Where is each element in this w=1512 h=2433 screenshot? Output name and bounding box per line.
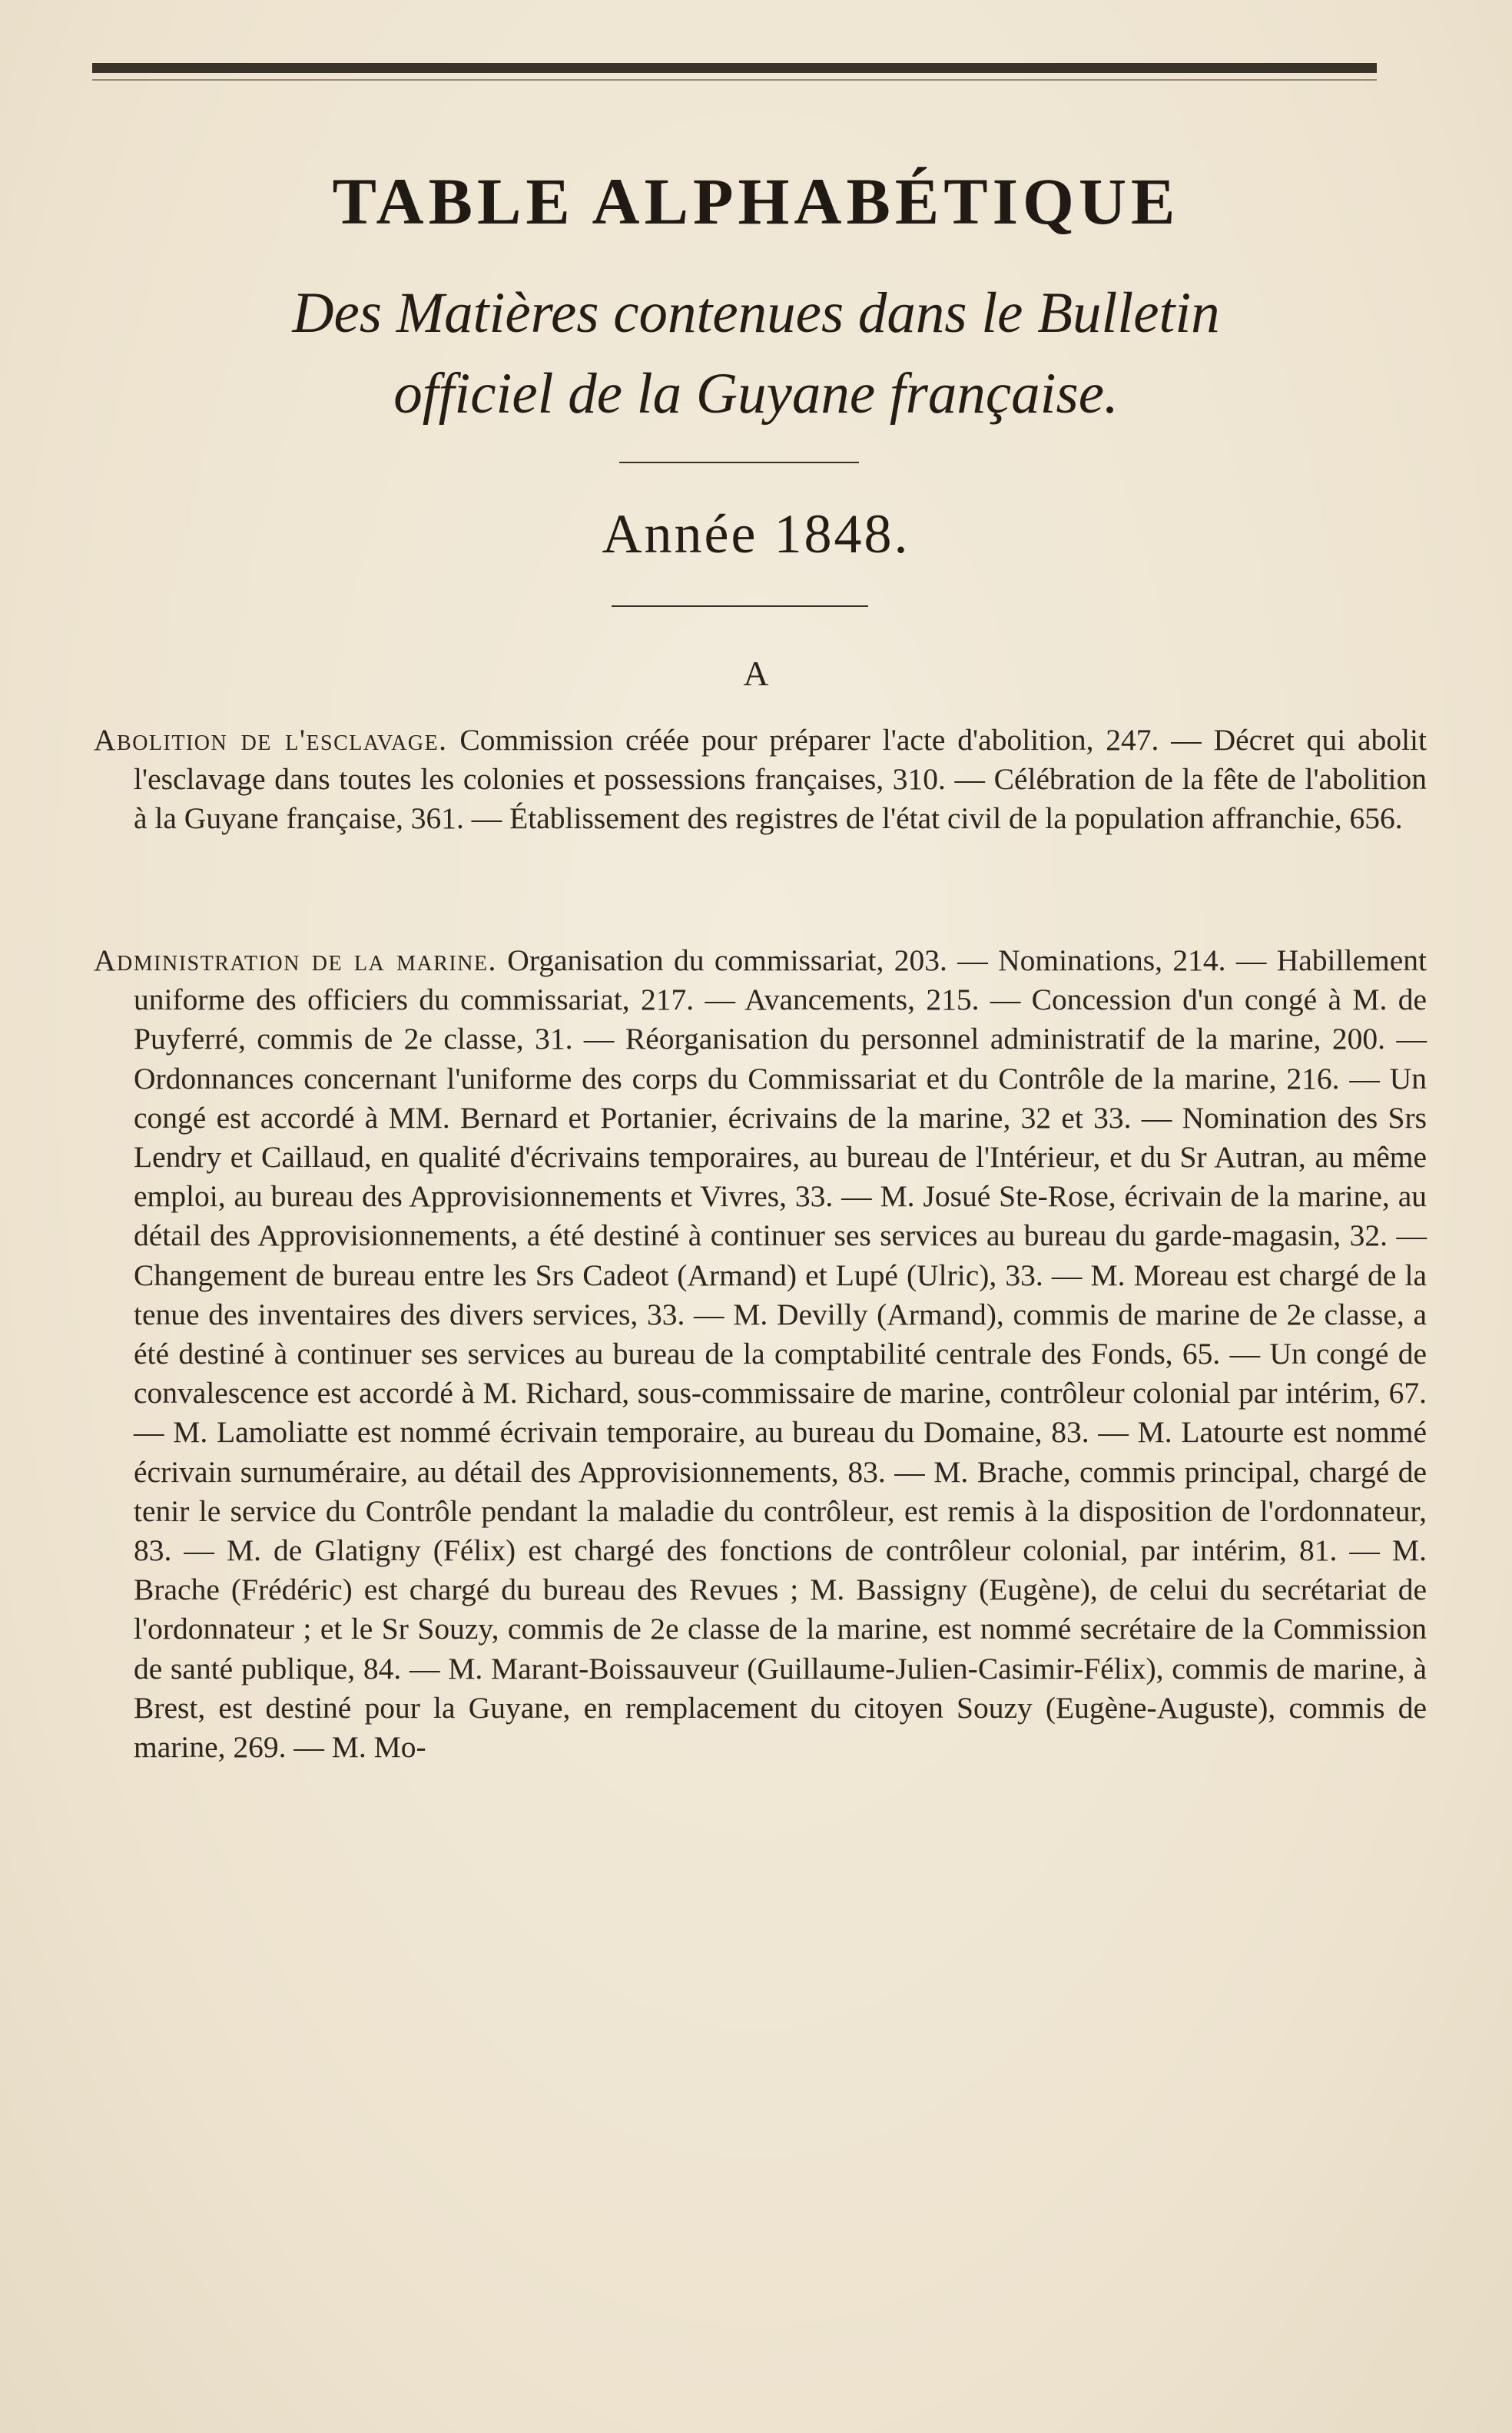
entry-text: Organisation du commissariat, 203. — Nominations, 214. — Habillement uniforme des officiers du commissariat, 217. — Avancements, 215. — Concession d'un congé à M. de Puyferré, commis de 2e classe, 31. — Réorganisation du personnel administratif de la marine, 200. — Ordonnances concernant l'uniforme des corps du Commissariat et du Contrôle de la marine, 216. — Un congé est accordé à MM. Bernard et Portanier, écrivains de la marine, 32 et 33. — Nomination des Srs Lendry et Caillaud, en qualité d'écrivains temporaires, au bureau de l'Intérieur, et du Sr Autran, au même emploi, au bureau des Approvisionnements et Vivres, 33. — M. Josué Ste-Rose, écrivain de la marine, au détail des Approvisionnements, a été destiné à continuer ses services au bureau du garde-magasin, 32. — Changement de bureau entre les Srs Cadeot (Armand) et Lupé (Ulric), 33. — M. Moreau est chargé de la tenue des inventaires des divers services, 33. — M. Devilly (Armand), commis de marine de 2e classe, a été destiné à continuer ses services au bureau de la comptabilité centrale des Fonds, 65. — Un congé de convalescence est accordé à M. Richard, sous-commissaire de marine, contrôleur colonial par intérim, 67. — M. Lamoliatte est nommé écrivain temporaire, au bureau du Domaine, 83. — M. Latourte est nommé écrivain surnuméraire, au détail des Approvisionnements, 83. — M. Brache, commis principal, chargé de tenir le service du Contrôle pendant la maladie du contrôleur, est remis à la disposition de l'ordonnateur, 83. — M. de Glatigny (Félix) est chargé des fonctions de contrôleur colonial, par intérim, 81. — M. Brache (Frédéric) est chargé du bureau des Revues ; M. Bassigny (Eugène), de celui du secrétariat de l'ordonnateur ; et le Sr Souzy, commis de 2e classe de la marine, est nommé secrétaire de la Commission de santé publique, 84. — M. Marant-Boissauveur (Guillaume-Julien-Casimir-Félix), commis de marine, à Brest, est destiné pour la Guyane, en remplacement du citoyen Souzy (Eugène-Auguste), commis de marine, 269. — M. Mo-	[134, 943, 1427, 1765]
entry-text: Commission créée pour préparer l'acte d'abolition, 247. — Décret qui abolit l'esclavage dans toutes les colonies et possessions françaises, 310. — Célébration de la fête de l'abolition à la Guyane française, 361. — Établissement des registres de l'état civil de la population affranchie, 656.	[134, 723, 1427, 836]
entry-heading: Administration de la marine.	[94, 943, 497, 977]
section-letter: A	[743, 654, 769, 693]
index-entry	[94, 721, 1427, 839]
divider-rule	[619, 462, 859, 463]
top-rule-thin	[92, 79, 1377, 81]
top-rule	[92, 63, 1377, 73]
divider-rule	[612, 605, 868, 607]
year-heading: Année 1848.	[602, 503, 910, 565]
index-entry	[94, 941, 1427, 1767]
subtitle-line-2: officiel de la Guyane française.	[393, 362, 1119, 426]
document-title: TABLE ALPHABÉTIQUE	[332, 164, 1180, 238]
subtitle-line-1: Des Matières contenues dans le Bulletin	[292, 281, 1220, 345]
entry-heading: Abolition de l'esclavage.	[94, 723, 448, 757]
